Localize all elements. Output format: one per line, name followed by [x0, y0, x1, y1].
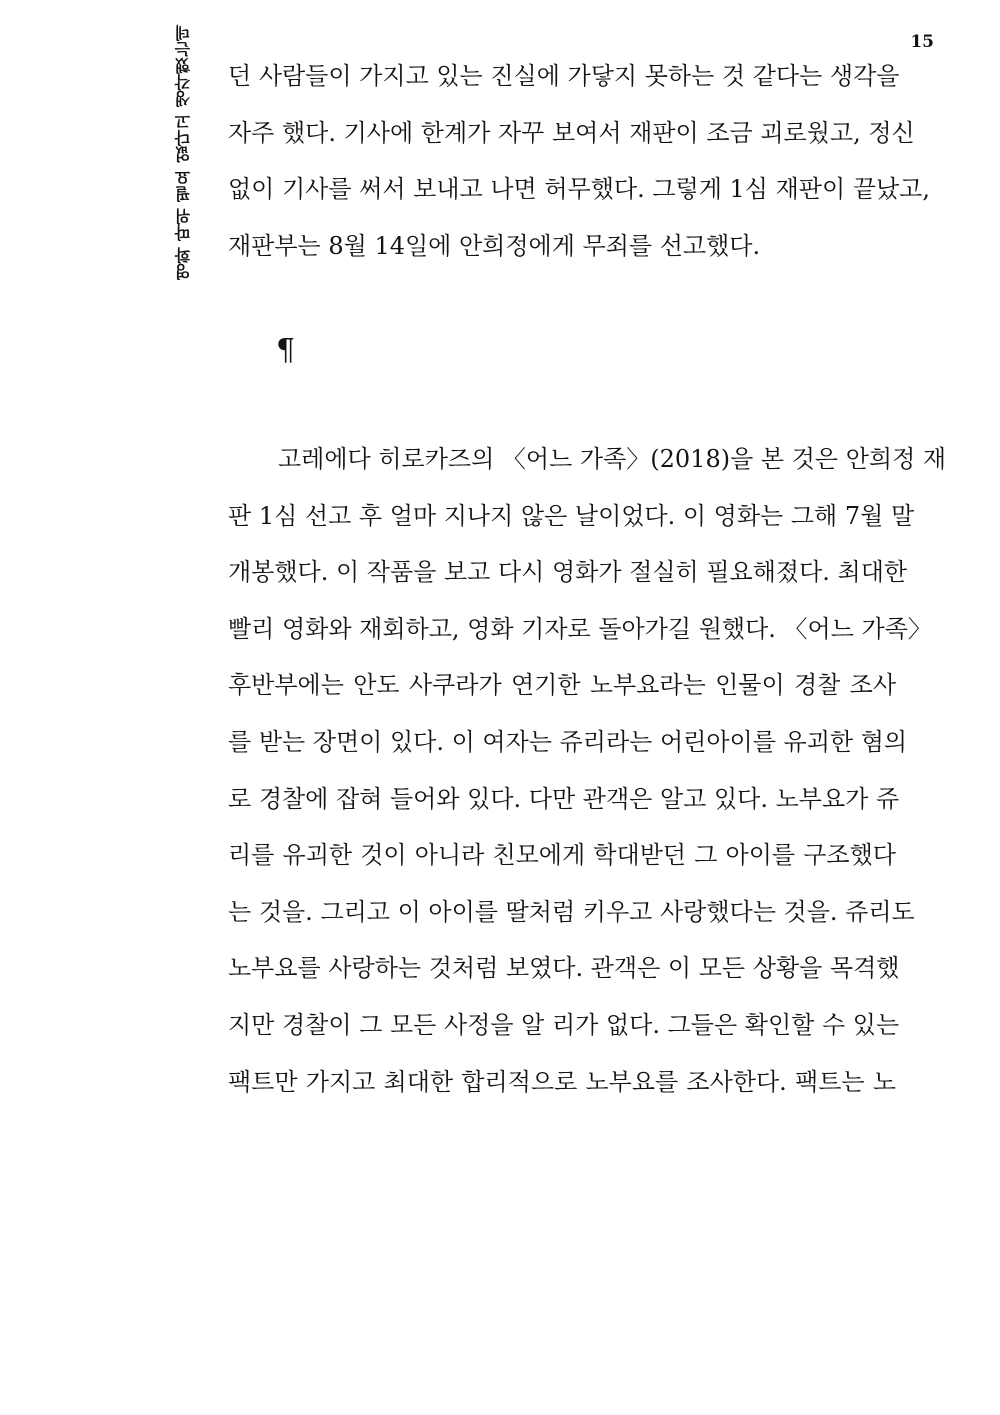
paragraph-line: 팩트만 가지고 최대한 합리적으로 노부요를 조사한다. 팩트는 노: [228, 1067, 896, 1096]
section-break-mark: ¶: [276, 333, 296, 368]
paragraph-line: 재판부는 8월 14일에 안희정에게 무죄를 선고했다.: [228, 231, 761, 260]
paragraph-line: 로 경찰에 잡혀 들어와 있다. 다만 관객은 알고 있다. 노부요가 쥬: [228, 784, 900, 813]
running-head: 영화 따위 필요 없다고 생각했는데: [174, 24, 193, 280]
paragraph-line: 없이 기사를 써서 보내고 나면 허무했다. 그렇게 1심 재판이 끝났고,: [228, 175, 930, 204]
paragraph-2: [228, 431, 947, 1110]
paragraph-line: 고레에다 히로카즈의 〈어느 가족〉(2018)을 본 것은 안희정 재: [278, 445, 947, 473]
paragraph-line: 던 사람들이 가지고 있는 진실에 가닿지 못하는 것 같다는 생각을: [228, 62, 900, 90]
page-number: 15: [910, 32, 934, 52]
paragraph-line: 개봉했다. 이 작품을 보고 다시 영화가 절실히 필요해졌다. 최대한: [228, 558, 908, 587]
paragraph-line: 판 1심 선고 후 얼마 지나지 않은 날이었다. 이 영화는 그해 7월 말: [228, 501, 915, 530]
paragraph-line: 리를 유괴한 것이 아니라 친모에게 학대받던 그 아이를 구조했다: [228, 841, 896, 870]
paragraph-line: 자주 했다. 기사에 한계가 자꾸 보여서 재판이 조금 괴로웠고, 정신: [228, 118, 915, 147]
paragraph-line: 후반부에는 안도 사쿠라가 연기한 노부요라는 인물이 경찰 조사: [228, 671, 896, 700]
paragraph-line: 빨리 영화와 재회하고, 영화 기자로 돌아가길 원했다. 〈어느 가족〉: [228, 614, 932, 643]
paragraph-line: 노부요를 사랑하는 것처럼 보였다. 관객은 이 모든 상황을 목격했: [228, 954, 900, 983]
paragraph-1: [228, 48, 930, 274]
paragraph-line: 지만 경찰이 그 모든 사정을 알 리가 없다. 그들은 확인할 수 있는: [228, 1010, 900, 1039]
paragraph-line: 를 받는 장면이 있다. 이 여자는 쥬리라는 어린아이를 유괴한 혐의: [228, 727, 908, 756]
paragraph-line: 는 것을. 그리고 이 아이를 딸처럼 키우고 사랑했다는 것을. 쥬리도: [228, 897, 915, 926]
